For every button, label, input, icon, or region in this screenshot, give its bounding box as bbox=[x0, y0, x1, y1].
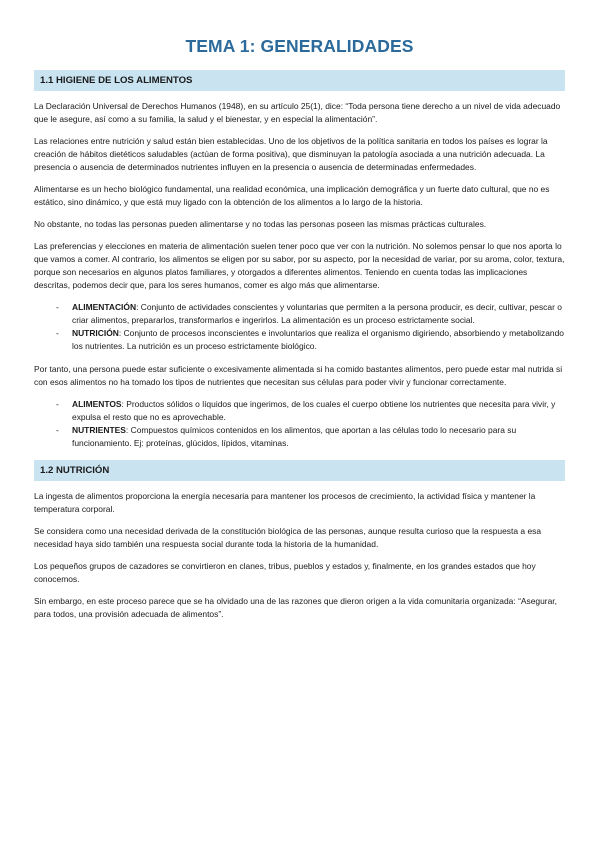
paragraph: Se considera como una necesidad derivada de la constitución biológica de las personas, aunque resulta curioso que la respuesta a esa necesidad haya sido también una respuesta social durante toda la historia de la humanidad. bbox=[34, 526, 542, 549]
paragraph: Las preferencias y elecciones en materia de alimentación suelen tener poco que ver con la nutrición. No solemos pensar lo que nos aporta lo que vamos a comer. Al contrario, los alimentos se eligen por su sabor, por su aspecto, por la necesidad de variar, por su aroma, color, textura, porque son necesarios en algunos platos familiares, y otorgados a diferentes alimentos. Teniendo en cuenta todas las implicaciones descritas, podemos decir que, para los seres humanos, comer es algo más que alimentarse. bbox=[34, 241, 565, 290]
section-heading-higiene: 1.1 HIGIENE DE LOS ALIMENTOS bbox=[34, 70, 565, 91]
definition-text: : Productos sólidos o líquidos que ingerimos, de los cuales el cuerpo obtiene los nutrientes que necesita para vivir, y expulsa el resto que no es aprovechable. bbox=[72, 399, 556, 422]
paragraph: Por tanto, una persona puede estar suficiente o excesivamente alimentada si ha comido bastantes alimentos, pero puede estar mal nutrida si con esos alimentos no ha tomado los tipos de nutrientes que necesitan sus células para poder vivir y funcionar correctamente. bbox=[34, 364, 563, 387]
paragraph: Alimentarse es un hecho biológico fundamental, una realidad económica, una implicación demográfica y un fuerte dato cultural, que no es estático, sino dinámico, y que está muy ligado con la obtención de los alimentos a lo largo de la historia. bbox=[34, 184, 550, 207]
list-dash: - bbox=[56, 328, 59, 338]
paragraph: Sin embargo, en este proceso parece que se ha olvidado una de las razones que dieron origen a la vida comunitaria organizada: “Asegurar, para todos, una provisión adecuada de alimentos”. bbox=[34, 596, 557, 619]
paragraph: Los pequeños grupos de cazadores se convirtieron en clanes, tribus, pueblos y estados y, finalmente, en los grandes estados que hoy conocemos. bbox=[34, 561, 536, 584]
definition-list bbox=[34, 301, 565, 353]
definition-text: : Conjunto de procesos inconscientes e involuntarios que realiza el organismo digiriendo, absorbiendo y metabolizando los nutrientes. La nutrición es un proceso estrictamente biológico. bbox=[72, 328, 564, 351]
paragraph: La ingesta de alimentos proporciona la energía necesaria para mantener los procesos de crecimiento, la actividad física y mantener la temperatura corporal. bbox=[34, 491, 536, 514]
definition-term: ALIMENTACIÓN bbox=[72, 302, 137, 312]
definition-term: NUTRICIÓN bbox=[72, 328, 119, 338]
definition-item-nutrientes bbox=[56, 424, 565, 450]
definition-item-nutricion bbox=[56, 327, 565, 353]
definition-item-alimentos bbox=[56, 398, 565, 424]
section-heading-nutricion: 1.2 NUTRICIÓN bbox=[34, 460, 565, 481]
definition-list bbox=[34, 398, 565, 450]
list-dash: - bbox=[56, 425, 59, 435]
list-dash: - bbox=[56, 399, 59, 409]
page-title: TEMA 1: GENERALIDADES bbox=[185, 36, 414, 56]
definition-item-alimentacion bbox=[56, 301, 565, 327]
definition-text: : Conjunto de actividades conscientes y voluntarias que permiten a la persona producir, es decir, cultivar, pescar o criar alimentos, prepararlos, transformarlos e ingerirlos. La alimentación es un proceso estrictamente social. bbox=[72, 302, 562, 325]
paragraph: Las relaciones entre nutrición y salud están bien establecidas. Uno de los objetivos de la política sanitaria en todos los países es lograr la creación de hábitos dietéticos saludables (actúan de forma positiva), que disminuyan la patología asociada a una nutrición adecuada. La presencia o ausencia de determinados nutrientes influyen en la presencia o ausencia de determinadas enfermedades. bbox=[34, 136, 548, 172]
list-dash: - bbox=[56, 302, 59, 312]
definition-term: NUTRIENTES bbox=[72, 425, 126, 435]
paragraph: La Declaración Universal de Derechos Humanos (1948), en su artículo 25(1), dice: “Toda persona tiene derecho a un nivel de vida adecuado que le asegure, así como a su familia, la salud y el bienestar, y en especial la alimentación”. bbox=[34, 101, 561, 124]
definition-term: ALIMENTOS bbox=[72, 399, 122, 409]
paragraph: No obstante, no todas las personas pueden alimentarse y no todas las personas poseen las mismas prácticas culturales. bbox=[34, 219, 487, 229]
definition-text: : Compuestos químicos contenidos en los alimentos, que aportan a las células todo lo necesario para su funcionamiento. Ej: proteínas, glúcidos, lípidos, vitaminas. bbox=[72, 425, 517, 448]
